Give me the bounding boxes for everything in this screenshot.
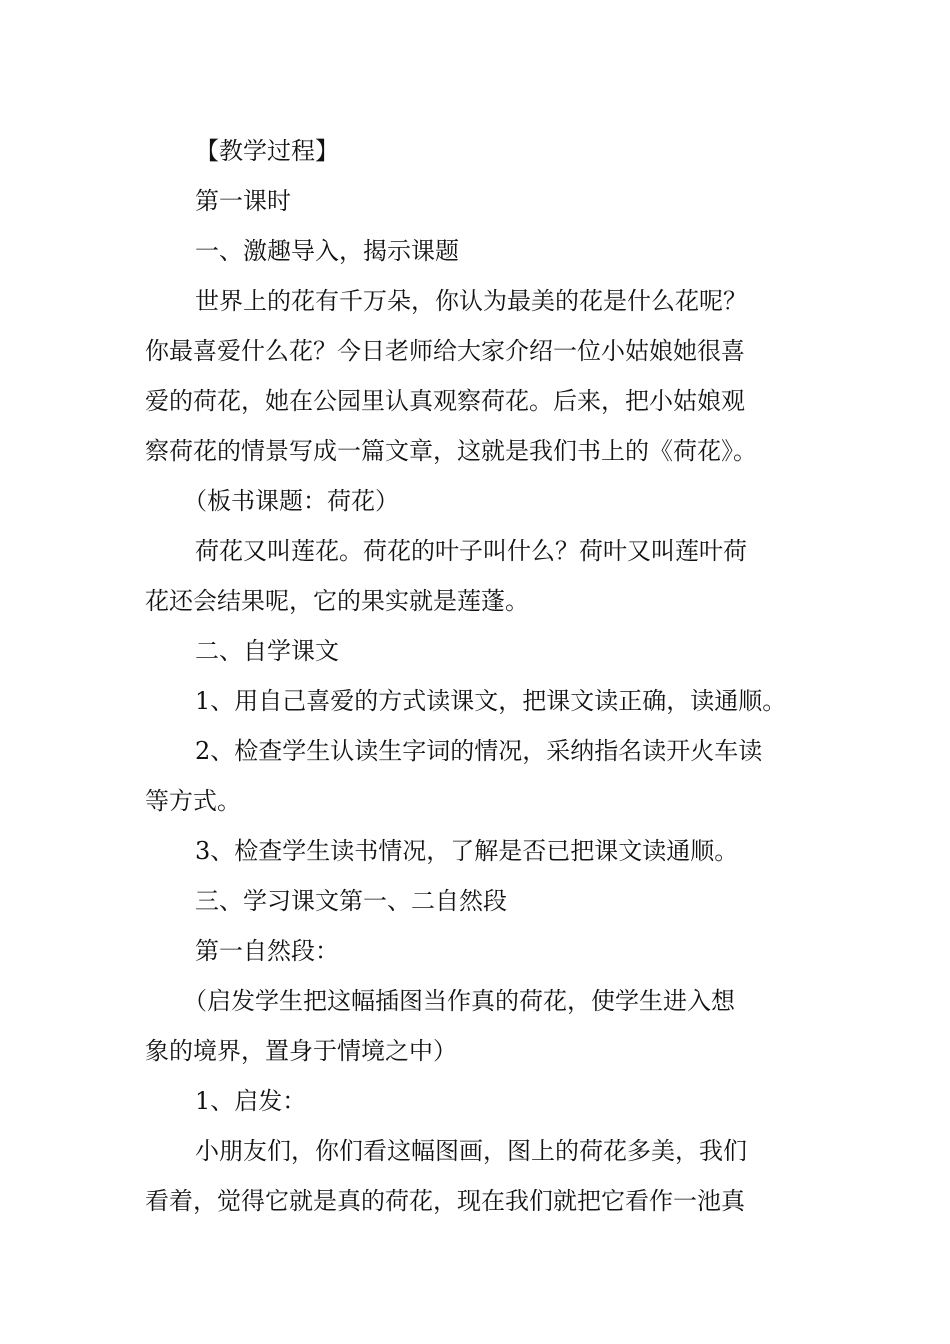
paragraph-2-line-1: 荷花又叫莲花。荷花的叶子叫什么？荷叶又叫莲叶荷 bbox=[195, 537, 747, 565]
section-title-3: 三、学习课文第一、二自然段 bbox=[195, 887, 507, 915]
paragraph-1-line-1: 世界上的花有千万朵，你认为最美的花是什么花呢？ bbox=[195, 287, 747, 315]
section-title-1: 一、激趣导入，揭示课题 bbox=[195, 237, 459, 265]
board-note: （板书课题：荷花） bbox=[183, 487, 399, 515]
paragraph-3-line-2: 看着，觉得它就是真的荷花，现在我们就把它看作一池真 bbox=[145, 1187, 745, 1215]
list-item-2-line-1: 2、检查学生认读生字词的情况，采纳指名读开火车读 bbox=[195, 737, 763, 765]
paragraph-1-line-3: 爱的荷花，她在公园里认真观察荷花。后来，把小姑娘观 bbox=[145, 387, 745, 415]
paragraph-2-line-2: 花还会结果呢，它的果实就是莲蓬。 bbox=[145, 587, 529, 615]
section-title-2: 二、自学课文 bbox=[195, 637, 339, 665]
paragraph-label: 第一自然段： bbox=[195, 937, 339, 965]
paragraph-3-line-1: 小朋友们，你们看这幅图画，图上的荷花多美，我们 bbox=[195, 1137, 747, 1165]
list-item-2-line-2: 等方式。 bbox=[145, 787, 241, 815]
list-item-1: 1、用自己喜爱的方式读课文，把课文读正确，读通顺。 bbox=[195, 687, 787, 715]
paragraph-1-line-2: 你最喜爱什么花？今日老师给大家介绍一位小姑娘她很喜 bbox=[145, 337, 745, 365]
hint-line-1: （启发学生把这幅插图当作真的荷花，使学生进入想 bbox=[183, 987, 735, 1015]
list-item-3: 3、检查学生读书情况，了解是否已把课文读通顺。 bbox=[195, 837, 739, 865]
section-heading: 【教学过程】 bbox=[195, 137, 339, 165]
document-page bbox=[145, 126, 815, 1226]
hint-line-2: 象的境界，置身于情境之中） bbox=[145, 1037, 457, 1065]
paragraph-1-line-4: 察荷花的情景写成一篇文章，这就是我们书上的《荷花》。 bbox=[145, 437, 757, 465]
lesson-label: 第一课时 bbox=[195, 187, 291, 215]
sub-item-1: 1、启发： bbox=[195, 1087, 307, 1115]
